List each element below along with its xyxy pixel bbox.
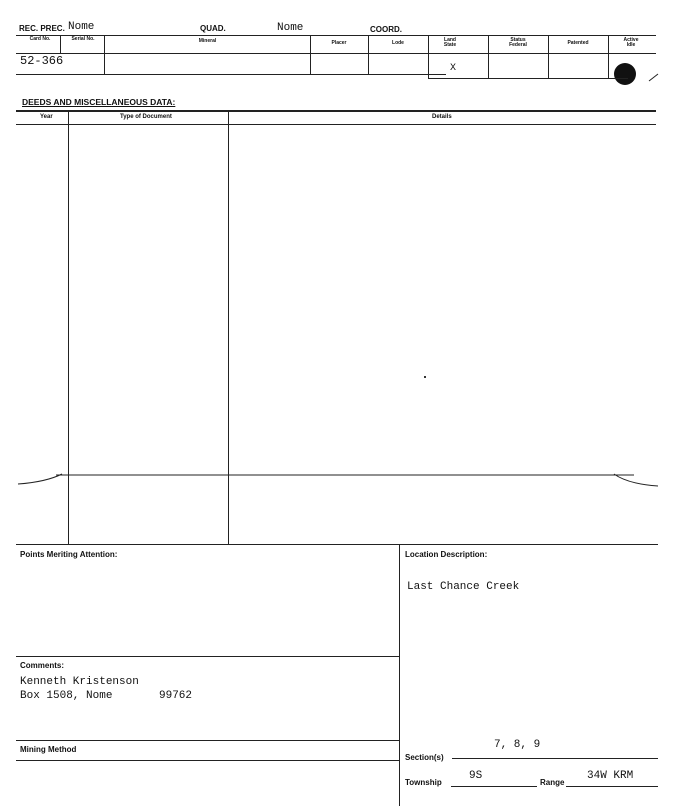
- comments-line1: Kenneth Kristenson: [20, 676, 139, 688]
- deeds-header-line: [16, 124, 656, 125]
- township-value: 9S: [469, 770, 483, 782]
- corner-mark: [648, 72, 660, 82]
- active-status-dot: [614, 63, 636, 85]
- range-label: Range: [540, 778, 565, 787]
- township-label: Township: [405, 778, 442, 787]
- range-value: 34W KRM: [587, 770, 634, 782]
- col-active-idle: Active Idle: [623, 37, 639, 48]
- sections-value: 7, 8, 9: [494, 739, 541, 751]
- sep: [104, 36, 105, 74]
- range-underline: [566, 786, 658, 787]
- record-bottom-line: [16, 74, 446, 75]
- comments-zip: 99762: [159, 690, 193, 702]
- deeds-top-line: [16, 110, 656, 112]
- comments-line2: Box 1508, Nome: [20, 690, 113, 702]
- points-label: Points Meriting Attention:: [20, 550, 118, 559]
- col-lode: Lode: [392, 40, 404, 46]
- township-underline: [451, 786, 537, 787]
- col-placer: Placer: [331, 40, 347, 46]
- card-no-value: 52-366: [20, 54, 64, 68]
- sep: [368, 36, 369, 74]
- sep: [488, 36, 489, 78]
- sep: [548, 36, 549, 78]
- deeds-col-type: Type of Document: [120, 114, 172, 120]
- col-serial-no: Serial No.: [71, 36, 95, 42]
- bottom-center-divider: [399, 544, 400, 806]
- col-land-state: Land State: [443, 37, 457, 48]
- record-bottom-line-right: [428, 78, 628, 79]
- sections-label: Section(s): [405, 753, 444, 762]
- quad-value: Nome: [277, 22, 304, 34]
- deeds-col-year: Year: [40, 114, 53, 120]
- sep: [60, 36, 61, 53]
- col-mineral: Mineral: [198, 38, 217, 44]
- fold-line: [16, 468, 660, 494]
- mining-top-line: [16, 740, 399, 741]
- col-header-line: [16, 53, 656, 54]
- sep: [310, 36, 311, 74]
- rec-prec-label: REC. PREC.: [19, 24, 65, 33]
- header-top-line: [16, 35, 656, 36]
- mining-bottom-line: [16, 760, 399, 761]
- location-label: Location Description:: [405, 550, 488, 559]
- sep: [428, 36, 429, 78]
- sections-underline: [452, 758, 658, 759]
- speck: [424, 376, 426, 378]
- comments-label: Comments:: [20, 661, 65, 670]
- col-patented: Patented: [567, 40, 589, 46]
- bottom-top-line: [16, 544, 658, 545]
- quad-label: QUAD.: [200, 24, 226, 33]
- land-state-mark: X: [450, 63, 457, 74]
- mining-method-label: Mining Method: [20, 745, 77, 754]
- location-value: Last Chance Creek: [407, 581, 520, 593]
- deeds-title: DEEDS AND MISCELLANEOUS DATA:: [22, 97, 176, 107]
- comments-top-line: [16, 656, 399, 657]
- col-card-no: Card No.: [29, 36, 51, 42]
- deeds-col-details: Details: [432, 114, 452, 120]
- rec-prec-value: Nome: [68, 21, 95, 33]
- col-status-federal: Status Federal: [509, 37, 527, 48]
- sep: [608, 36, 609, 78]
- coord-label: COORD.: [370, 25, 402, 34]
